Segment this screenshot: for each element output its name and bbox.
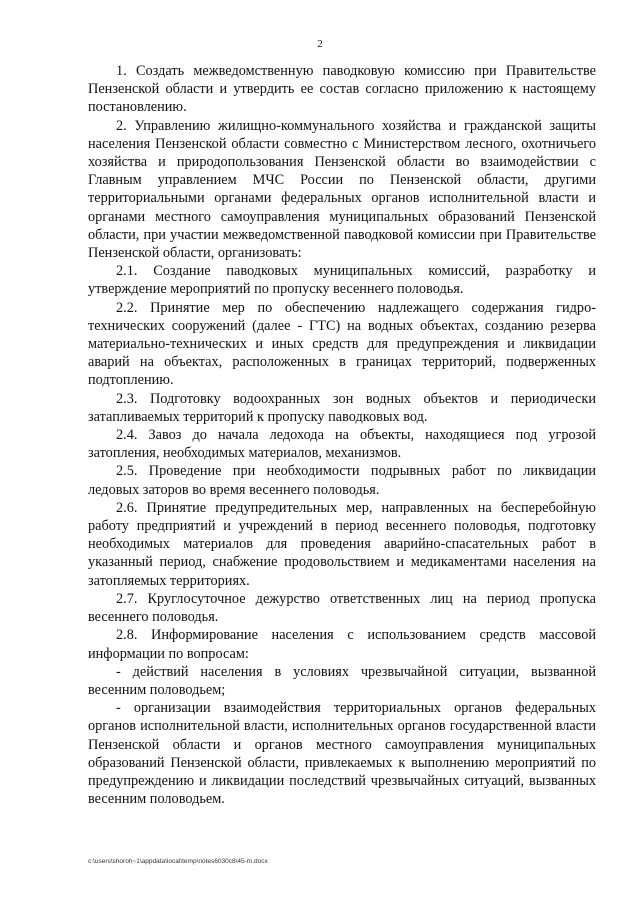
paragraph-2-2: 2.2. Принятие мер по обеспечению надлежащего содержания гидротехнических сооружений (далее - ГТС) на водных объектах, созданию резерва материально-технических и иных средств для предупреждения и ликвидации аварий на объектах, расположенных в границах территорий, подверженных подтоплению. [88,299,596,389]
page-number: 2 [317,38,323,50]
document-body [88,62,596,808]
paragraph-2-1: 2.1. Создание паводковых муниципальных комиссий, разработку и утверждение мероприятий по пропуску весеннего половодья. [88,263,596,298]
paragraph-2-8: 2.8. Информирование населения с использованием средств массовой информации по вопросам: [88,627,596,662]
paragraph-2-3: 2.3. Подготовку водоохранных зон водных объектов и периодически затапливаемых территорий к пропуску паводковых вод. [88,390,596,425]
paragraph-2-5: 2.5. Проведение при необходимости подрывных работ по ликвидации ледовых заторов во время весеннего половодья. [88,463,596,498]
paragraph-1: 1. Создать межведомственную паводковую комиссию при Правительстве Пензенской области и утвердить ее состав согласно приложению к настоящему постановлению. [88,63,596,116]
bullet-item-2: - организации взаимодействия территориальных органов федеральных органов исполнительной власти, исполнительных органов государственной власти Пензенской области и органов местного самоуправления муниципальных образований Пензенской области, привлекаемых к выполнению мероприятий по предупреждению и ликвидации последствий чрезвычайных ситуаций, вызванных весенним половодьем. [88,700,596,808]
paragraph-2: 2. Управлению жилищно-коммунального хозяйства и гражданской защиты населения Пензенской области совместно с Министерством лесного, охотничьего хозяйства и природопользования Пензенской области во взаимодействии с Главным управлением МЧС России по Пензенской области, другими территориальными органами федеральных органов исполнительной власти и органами местного самоуправления муниципальных образований Пензенской области, при участии межведомственной паводковой комиссии при Правительстве Пензенской области, организовать: [88,117,596,262]
paragraph-2-4: 2.4. Завоз до начала ледохода на объекты, находящиеся под угрозой затопления, необходимых материалов, механизмов. [88,427,596,462]
paragraph-2-7: 2.7. Круглосуточное дежурство ответственных лиц на период пропуска весеннего половодья. [88,590,596,626]
bullet-item-1: - действий населения в условиях чрезвычайной ситуации, вызванной весенним половодьем; [88,663,596,698]
footer-file-path: c:\users\shoroh~1\appdata\local\temp\notes6030c8\45-m.docx [88,858,268,865]
paragraph-2-6: 2.6. Принятие предупредительных мер, направленных на бесперебойную работу предприятий и учреждений в период весеннего половодья, подготовку необходимых материалов для проведения аварийно-спасательных работ в указанный период, снабжение продовольствием и медикаментами населения на затопляемых территориях. [88,499,596,589]
